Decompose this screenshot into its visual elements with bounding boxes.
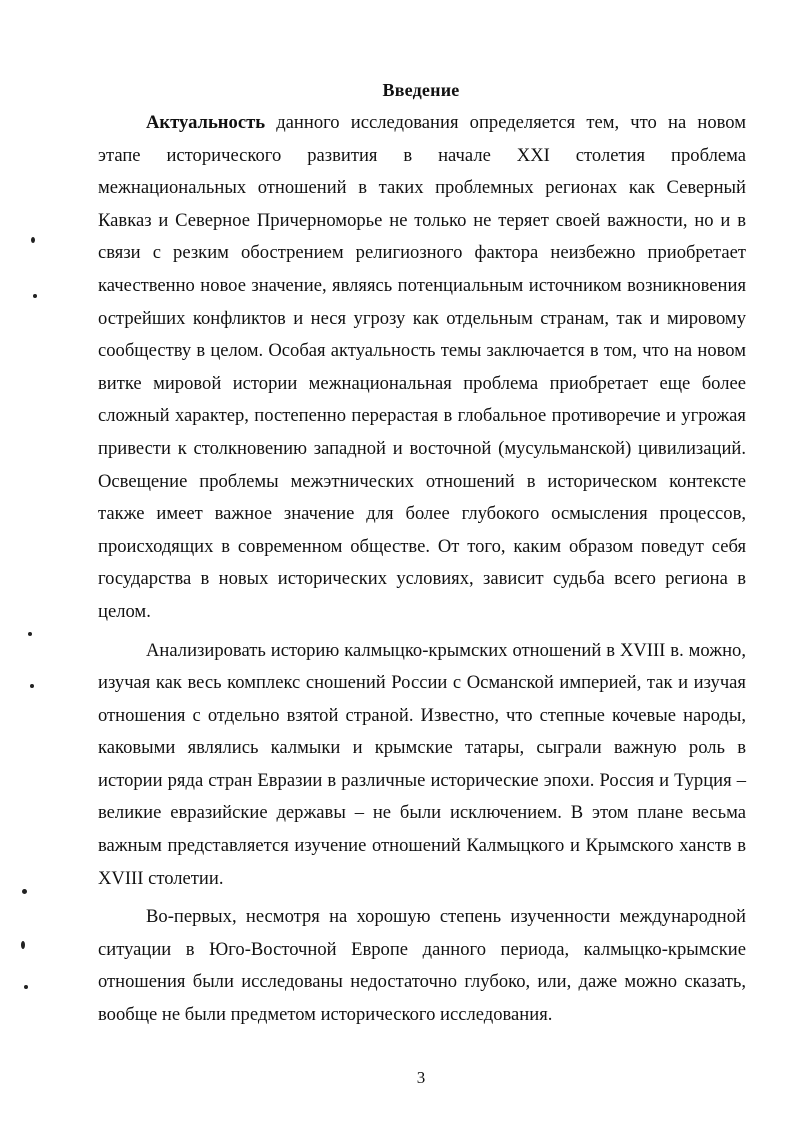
scan-speck [30, 684, 34, 688]
scan-speck [31, 237, 35, 243]
scan-speck [28, 632, 32, 636]
paragraph-text: Анализировать историю калмыцко-крымских отношений в XVIII в. можно, изучая как весь комплекс сношений России с Османской империей, так и изучая отношения с отдельно взятой страной. Известно, что степные кочевые народы, каковыми являлись калмыки и крымские татары, сыграли важную роль в истории ряда стран Евразии в различные исторические эпохи. Россия и Турция – великие евразийские державы – не были исключением. В этом плане весьма важным представляется изучение отношений Калмыцкого и Крымского ханств в XVIII столетии. [98, 639, 746, 889]
page-title: Введение [382, 80, 460, 100]
page-number: 3 [416, 1068, 426, 1087]
paragraph-3 [98, 901, 746, 1031]
body-text [98, 107, 746, 1032]
paragraph-text: Во-первых, несмотря на хорошую степень изученности международной ситуации в Юго-Восточной Европе данного периода, калмыцко-крымские отношения были исследованы недостаточно глубоко, или, даже можно сказать, вообще не были предметом исторического исследования. [98, 906, 746, 1026]
scan-speck [33, 294, 37, 298]
scan-speck [21, 941, 25, 949]
paragraph-2 [98, 635, 746, 896]
paragraph-1 [98, 107, 746, 629]
scan-speck [24, 985, 28, 989]
scan-speck [22, 889, 27, 894]
paragraph-text: данного исследования определяется тем, что на новом этапе исторического развития в начале XXI столетия проблема межнациональных отношений в таких проблемных регионах как Северный Кавказ и Северное Причерноморье не только не теряет своей важности, но и в связи с резким обострением религиозного фактора неизбежно приобретает качественно новое значение, являясь потенциальным источником возникновения острейших конфликтов и неся угрозу как отдельным странам, так и мировому сообществу в целом. Особая актуальность темы заключается в том, что на новом витке мировой истории межнациональная проблема приобретает еще более сложный характер, постепенно перерастая в глобальное противоречие и угрожая привести к столкновению западной и восточной (мусульманской) цивилизаций. Освещение проблемы межэтнических отношений в историческом контексте также имеет важное значение для более глубокого осмысления процессов, происходящих в современном обществе. От того, каким образом поведут себя государства в новых исторических условиях, зависит судьба всего региона в целом. [98, 112, 746, 622]
paragraph-lead: Актуальность [146, 112, 266, 133]
